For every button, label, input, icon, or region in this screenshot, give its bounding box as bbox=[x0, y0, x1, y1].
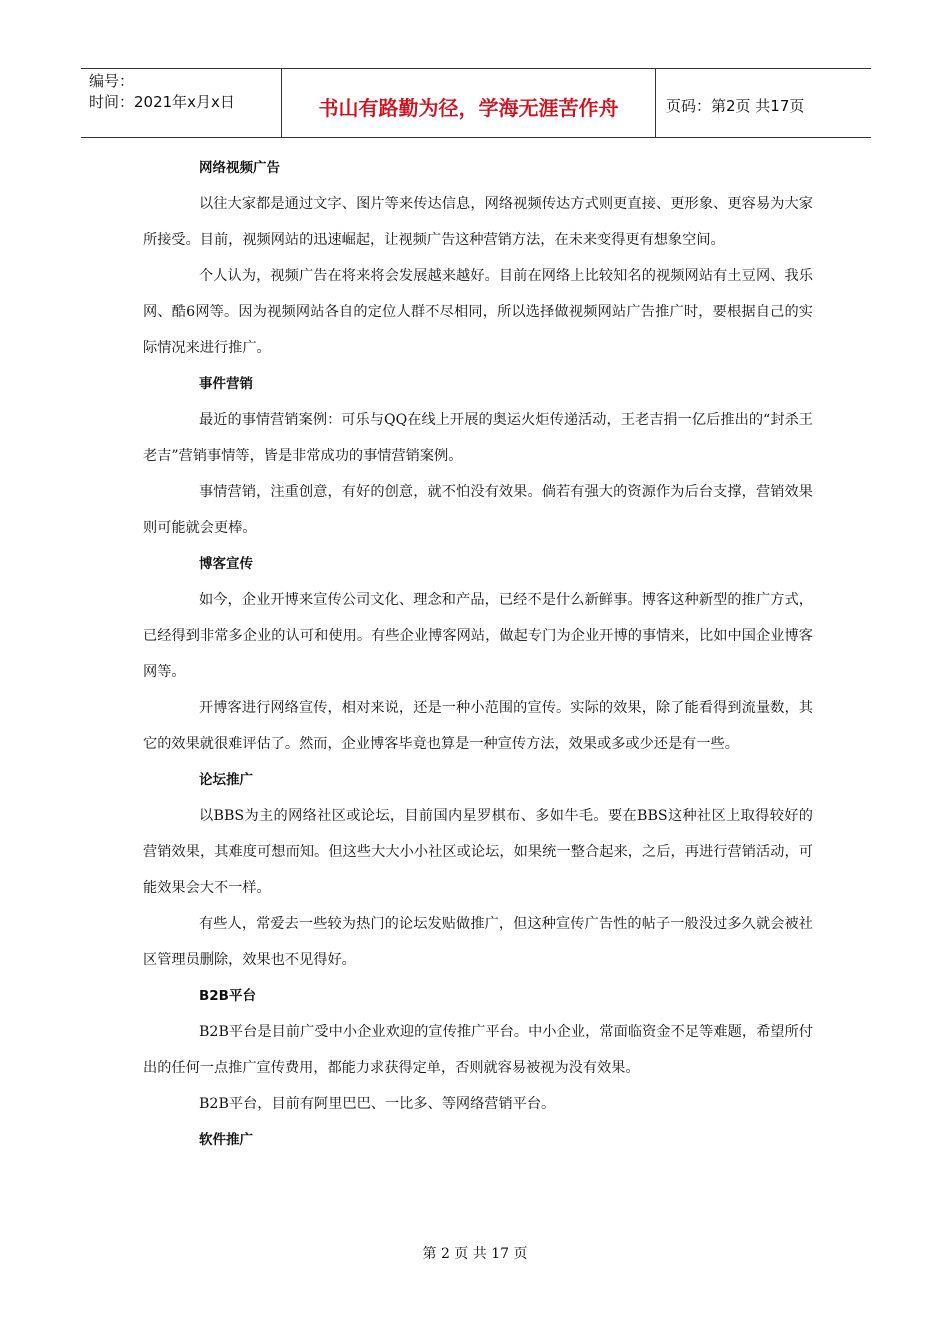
section-paragraph: 有些人，常爱去一些较为热门的论坛发贴做推广，但这种宣传广告性的帖子一般没过多久就会被社区管理员删除，效果也不见得好。 bbox=[143, 916, 813, 968]
header-page-code: 页码：第2页 共17页 bbox=[666, 96, 805, 115]
section-paragraph: B2B平台是目前广受中小企业欢迎的宣传推广平台。中小企业，常面临资金不足等难题，希望所付出的任何一点推广宣传费用，都能力求获得定单，否则就容易被视为没有效果。 bbox=[143, 1024, 813, 1076]
section-paragraph: 最近的事情营销案例：可乐与QQ在线上开展的奥运火炬传递活动，王老吉捐一亿后推出的“封杀王老吉”营销事情等，皆是非常成功的事情营销案例。 bbox=[143, 412, 813, 464]
section-title: 软件推广 bbox=[199, 1132, 253, 1148]
section-title: B2B平台 bbox=[199, 988, 256, 1004]
section-paragraph: 以往大家都是通过文字、图片等来传达信息，网络视频传达方式则更直接、更形象、更容易为大家所接受。目前，视频网站的迅速崛起，让视频广告这种营销方法，在未来变得更有想象空间。 bbox=[143, 196, 813, 248]
document-body bbox=[143, 150, 813, 1158]
header-meta bbox=[81, 69, 282, 137]
section-title: 网络视频广告 bbox=[199, 160, 280, 176]
section-title: 论坛推广 bbox=[199, 772, 253, 788]
section-paragraph: 开博客进行网络宣传，相对来说，还是一种小范围的宣传。实际的效果，除了能看得到流量数，其它的效果就很难评估了。然而，企业博客毕竟也算是一种宣传方法，效果或多或少还是有一些。 bbox=[143, 700, 813, 752]
section-paragraph: 事情营销，注重创意，有好的创意，就不怕没有效果。倘若有强大的资源作为后台支撑，营销效果则可能就会更棒。 bbox=[143, 484, 813, 536]
document-time-label: 时间：2021年x月x日 bbox=[89, 93, 235, 111]
page-footer: 第 2 页 共 17 页 bbox=[422, 1246, 528, 1262]
section-paragraph: 如今，企业开博来宣传公司文化、理念和产品，已经不是什么新鲜事。博客这种新型的推广方式，已经得到非常多企业的认可和使用。有些企业博客网站，做起专门为企业开博的事情来，比如中国企业博客网等。 bbox=[143, 592, 813, 680]
section-paragraph: B2B平台，目前有阿里巴巴、一比多、等网络营销平台。 bbox=[199, 1096, 556, 1112]
page-header bbox=[81, 68, 871, 138]
header-motto: 书山有路勤为径，学海无涯苦作舟 bbox=[282, 69, 656, 137]
section-paragraph: 个人认为，视频广告在将来将会发展越来越好。目前在网络上比较知名的视频网站有土豆网、我乐网、酷6网等。因为视频网站各自的定位人群不尽相同，所以选择做视频网站广告推广时，要根据自己的实际情况来进行推广。 bbox=[143, 268, 813, 356]
section-title: 博客宣传 bbox=[199, 556, 253, 572]
section-title: 事件营销 bbox=[199, 376, 253, 392]
section-paragraph: 以BBS为主的网络社区或论坛，目前国内星罗棋布、多如牛毛。要在BBS这种社区上取得较好的营销效果，其难度可想而知。但这些大大小小社区或论坛，如果统一整合起来，之后，再进行营销活动，可能效果会大不一样。 bbox=[143, 808, 813, 896]
document-number-label: 编号： bbox=[89, 72, 135, 90]
